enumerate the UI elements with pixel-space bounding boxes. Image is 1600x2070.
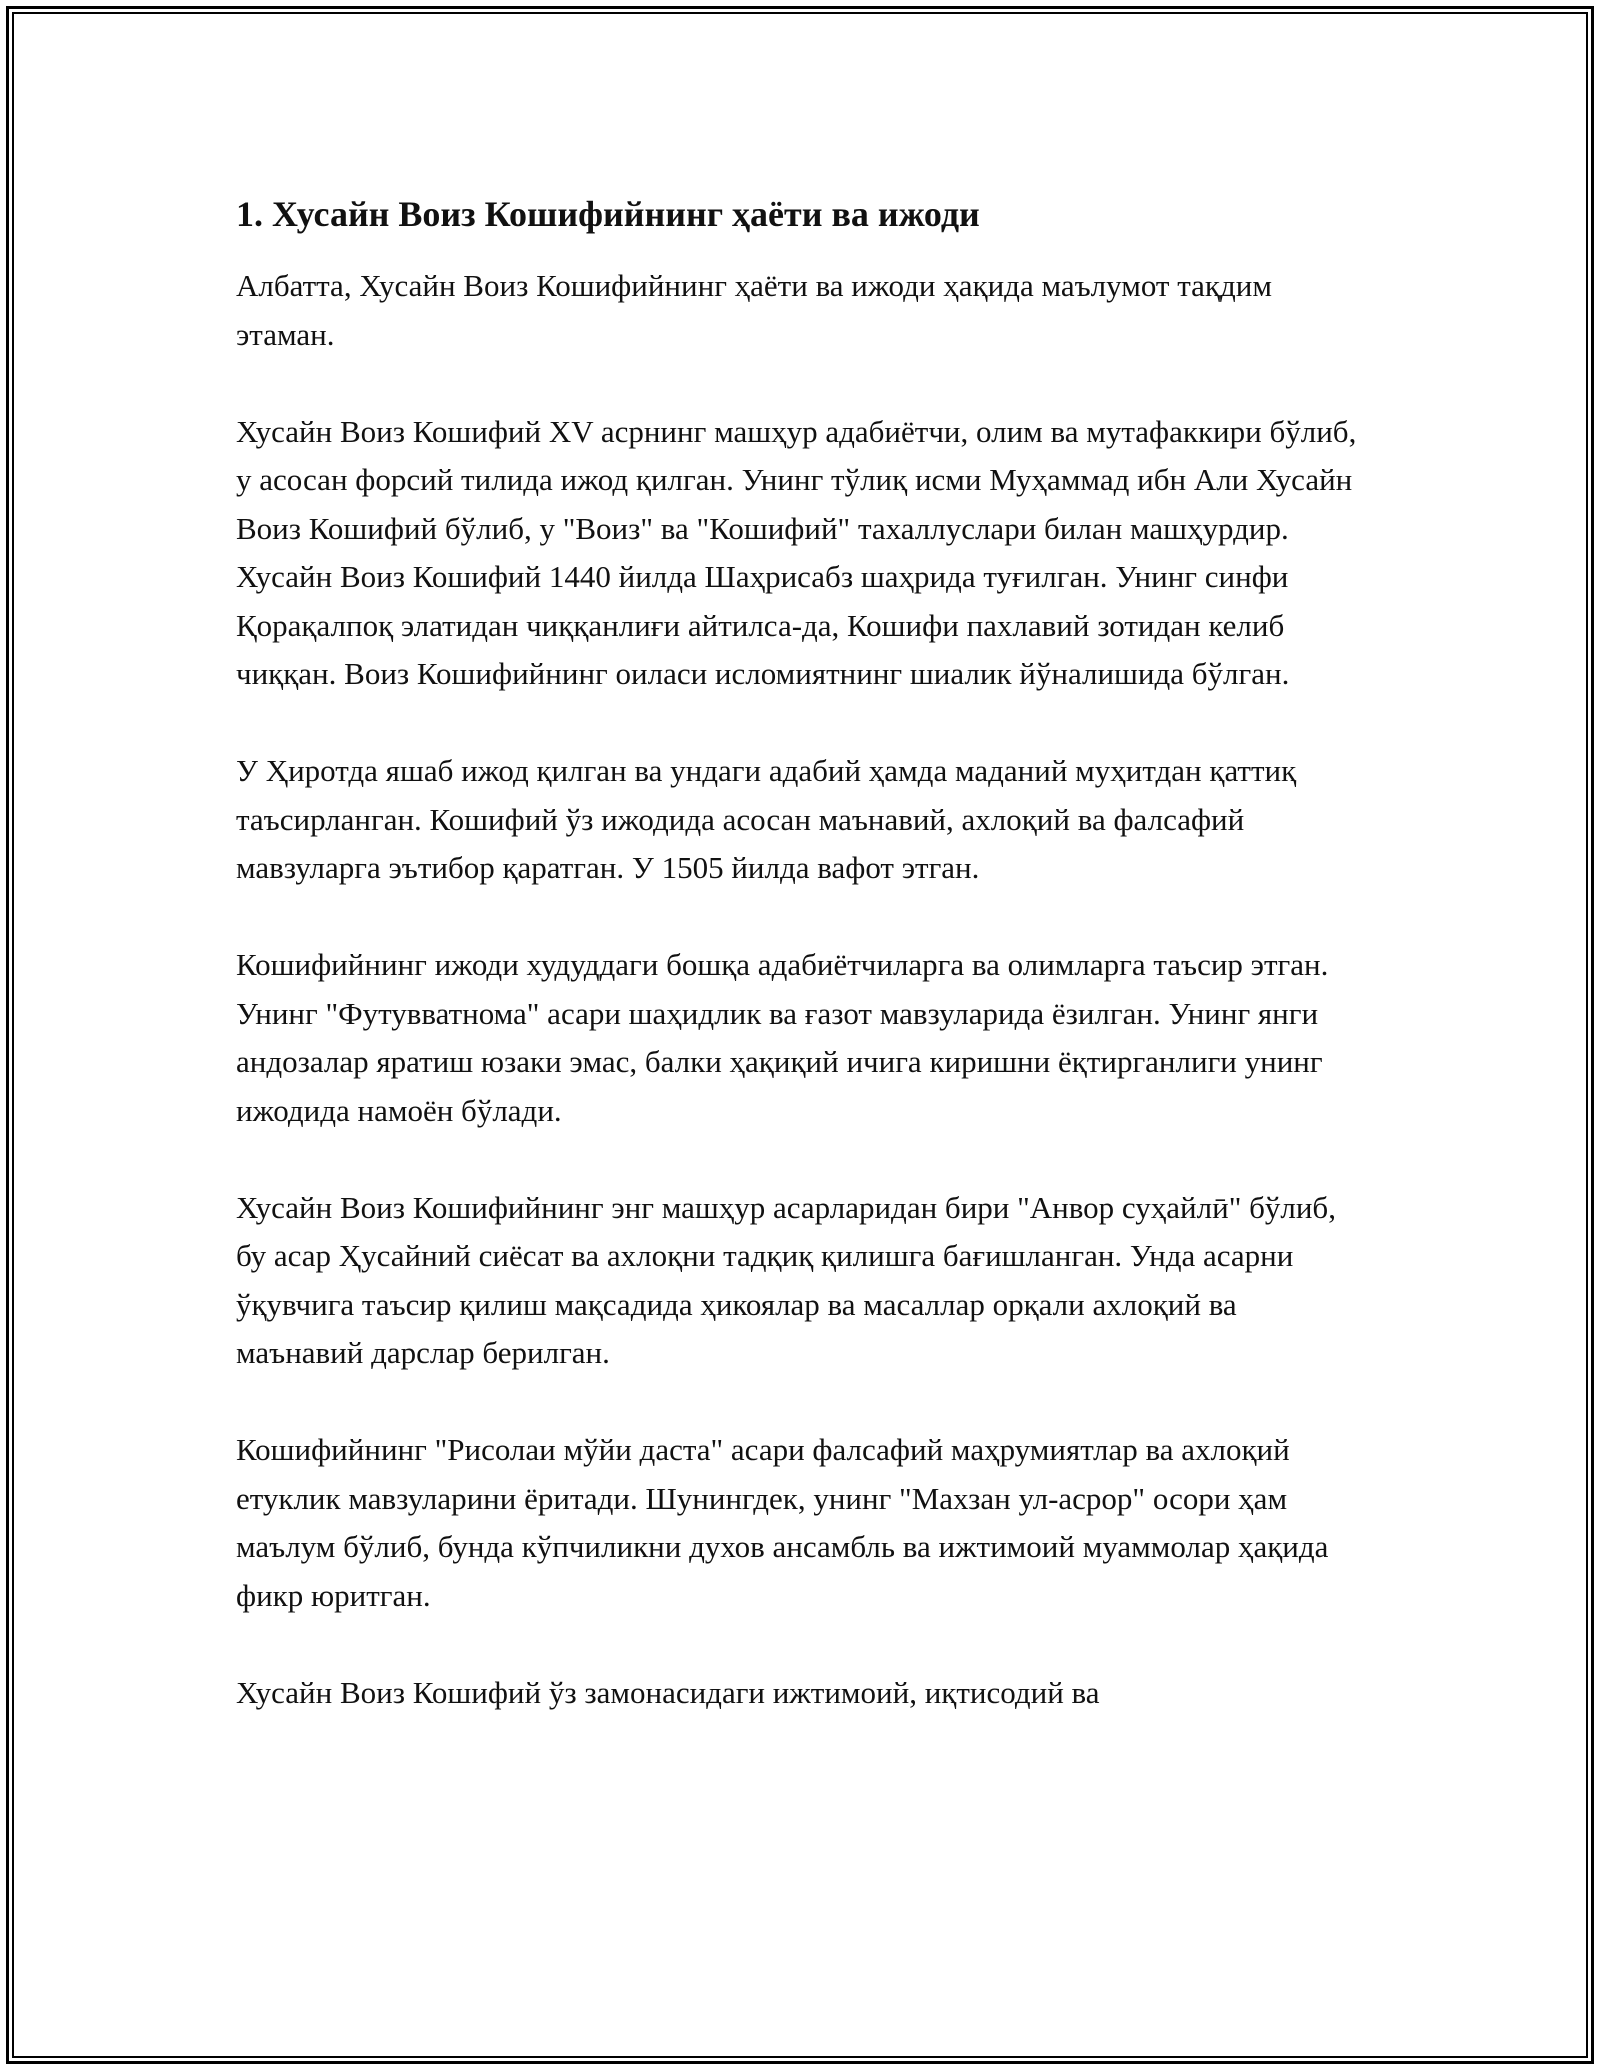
document-body bbox=[236, 190, 1366, 1766]
section-heading: 1. Хусайн Воиз Кошифийнинг ҳаёти ва ижоди bbox=[236, 194, 980, 234]
paragraph-continued: Хусайн Воиз Кошифий ўз замонасидаги ижтимоий, иқтисодий ва bbox=[236, 1674, 1100, 1710]
paragraph-biography: Хусайн Воиз Кошифий XV асрнинг машҳур адабиётчи, олим ва мутафаккири бўлиб, у асосан форсий тилида ижод қилган. Унинг тўлиқ исми Муҳаммад ибн Али Хусайн Воиз Кошифий бўлиб, у "Воиз" ва "Кошифий" тахаллуслари билан машҳурдир. Хусайн Воиз Кошифий 1440 йилда Шаҳрисабз шаҳрида туғилган. Унинг синфи Қорақалпоқ элатидан чиққанлиғи айтилса-да, Кошифи пахлавий зотидан келиб чиққан. Воиз Кошифийнинг оиласи исломиятнинг шиалик йўналишида бўлган. bbox=[236, 413, 1357, 691]
paragraph-intro: Албатта, Хусайн Воиз Кошифийнинг ҳаёти ва ижоди ҳақида маълумот тақдим этаман. bbox=[236, 268, 1272, 352]
paragraph-herat: У Ҳиротда яшаб ижод қилган ва ундаги адабий ҳамда маданий муҳитдан қаттиқ таъсирланган. Кошифий ўз ижодида асосан маънавий, ахлоқий ва фалсафий мавзуларга эътибор қаратган. У 1505 йилда вафот этган. bbox=[236, 753, 1297, 885]
paragraph-anvor-suhaili: Хусайн Воиз Кошифийнинг энг машҳур асарларидан бири "Анвор суҳайлӣ" бўлиб, бу асар Ҳусайний сиёсат ва ахлоқни тадқиқ қилишга бағишланган. Унда асарни ўқувчига таъсир қилиш мақсадида ҳикоялар ва масаллар орқали ахлоқий ва маънавий дарслар берилган. bbox=[236, 1189, 1336, 1370]
paragraph-influence: Кошифийнинг ижоди худуддаги бошқа адабиётчиларга ва олимларга таъсир этган. Унинг "Футувватнома" асари шаҳидлик ва ғазот мавзуларида ёзилган. Унинг янги андозалар яратиш юзаки эмас, балки ҳақиқий ичига киришни ёқтирганлиги унинг ижодида намоён бўлади. bbox=[236, 947, 1329, 1128]
paragraph-risolai: Кошифийнинг "Рисолаи мўйи даста" асари фалсафий маҳрумиятлар ва ахлоқий етуклик мавзуларини ёритади. Шунингдек, унинг "Махзан ул-асрор" осори ҳам маълум бўлиб, бунда кўпчиликни духов ансамбль ва ижтимоий муаммолар ҳақида фикр юритган. bbox=[236, 1432, 1329, 1613]
